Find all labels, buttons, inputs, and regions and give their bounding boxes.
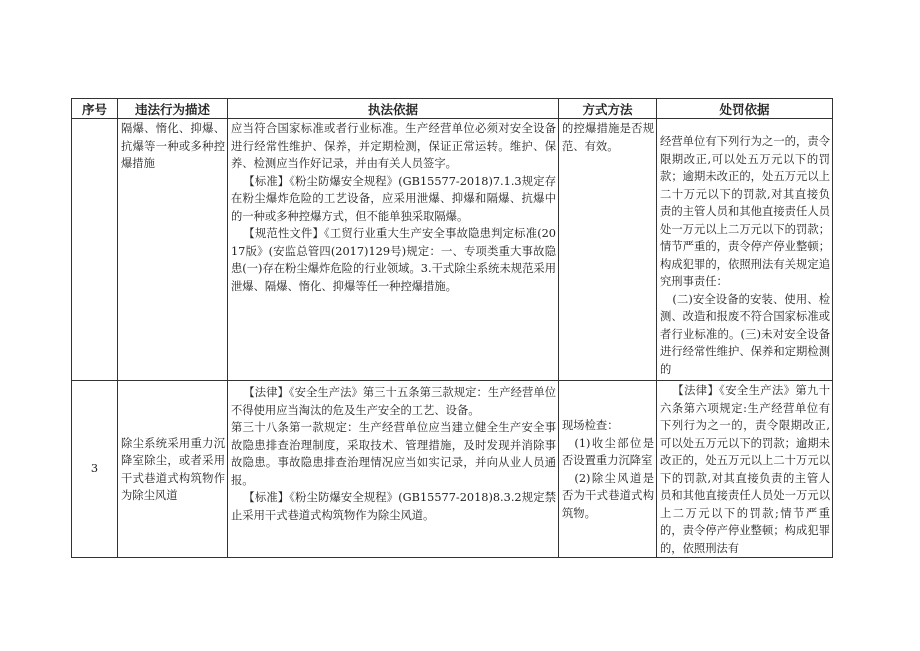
header-basis: 执法依据	[228, 99, 559, 119]
penalty-paragraph: (二)安全设备的安装、使用、检测、改造和报废不符合国家标准或者行业标准的。(三)未对安全设备进行经常性维护、保养和定期检测的	[660, 292, 830, 376]
method-cell	[559, 119, 657, 381]
basis-paragraph: 第三十八条第一款规定：生产经营单位应当建立健全生产安全事故隐患排查治理制度，采取技术、管理措施，及时发现并消除事故隐患。事故隐患排查治理情况应当如实记录，并向从业人员通报。	[231, 421, 556, 487]
table-row	[72, 381, 833, 558]
method-text: 的控爆措施是否规范、有效。	[562, 122, 654, 153]
violation-cell	[118, 119, 228, 381]
header-violation: 违法行为描述	[118, 99, 228, 119]
header-row	[72, 99, 833, 119]
header-seq: 序号	[72, 99, 118, 119]
method-paragraph: (1)收尘部位是否设置重力沉降室	[562, 436, 654, 467]
seq-cell: 3	[72, 381, 118, 558]
basis-paragraph: 应当符合国家标准或者行业标准。生产经营单位必须对安全设备进行经常性维护、保养，并定期检测，保证正常运转。维护、保养、检测应当作好记录，并由有关人员签字。	[231, 122, 556, 170]
basis-paragraph: 【标准】《粉尘防爆安全规程》(GB15577-2018)7.1.3规定存在粉尘爆炸危险的工艺设备，应采用泄爆、抑爆和隔爆、抗爆中的一种或多种控爆方式，但不能单独采取隔爆。	[231, 174, 556, 223]
violation-cell	[118, 381, 228, 558]
basis-cell	[228, 119, 559, 381]
penalty-text: 【法律】《安全生产法》第九十六条第六项规定:生产经营单位有下列行为之一的，责令限期改正,可以处五万元以下的罚款；逾期未改正的，处五万元以上二十万元以下的罚款,对其直接负责的主管人员和其他直接责任人员处一万元以上二万元以下的罚款;情节严重的，责令停产停业整顿；构成犯罪的，依照刑法有	[660, 384, 830, 555]
violation-text: 除尘系统采用重力沉降室除尘，或者采用干式巷道式构筑物作为除尘风道	[121, 436, 225, 502]
method-cell	[559, 381, 657, 558]
penalty-cell	[657, 381, 833, 558]
violation-text: 隔爆、惰化、抑爆、抗爆等一种或多种控爆措施	[121, 122, 225, 170]
enforcement-table	[71, 98, 833, 558]
penalty-paragraph: 经营单位有下列行为之一的，责令限期改正,可以处五万元以下的罚款；逾期未改正的，处五万元以上二十万元以下的罚款,对其直接负责的主管人员和其他直接责任人员处一万元以上二万元以下的罚款；情节严重的，责令停产停业整顿；构成犯罪的，依照刑法有关规定追究刑事责任：	[660, 135, 830, 288]
header-penalty: 处罚依据	[657, 99, 833, 119]
basis-paragraph: 【规范性文件】《工贸行业重大生产安全事故隐患判定标准(2017版》(安监总管四(2017)129号)规定：一、专项类重大事故隐患(一)存在粉尘爆炸危险的行业领域。3.干式除尘系统未规范采用泄爆、隔爆、惰化、抑爆等任一种控爆措施。	[231, 227, 556, 293]
penalty-cell	[657, 119, 833, 381]
method-paragraph: 现场检查：	[562, 419, 619, 432]
seq-cell	[72, 119, 118, 381]
basis-paragraph: 【法律】《安全生产法》第三十五条第三款规定：生产经营单位不得使用应当淘汰的危及生产安全的工艺、设备。	[231, 386, 556, 417]
basis-paragraph: 【标准】《粉尘防爆安全规程》(GB15577-2018)8.3.2规定禁止采用干式巷道式构筑物作为除尘风道。	[231, 491, 556, 522]
basis-cell	[228, 381, 559, 558]
header-method: 方式方法	[559, 99, 657, 119]
method-paragraph: (2)除尘风道是否为干式巷道式构筑物。	[562, 471, 654, 520]
table-row	[72, 119, 833, 381]
